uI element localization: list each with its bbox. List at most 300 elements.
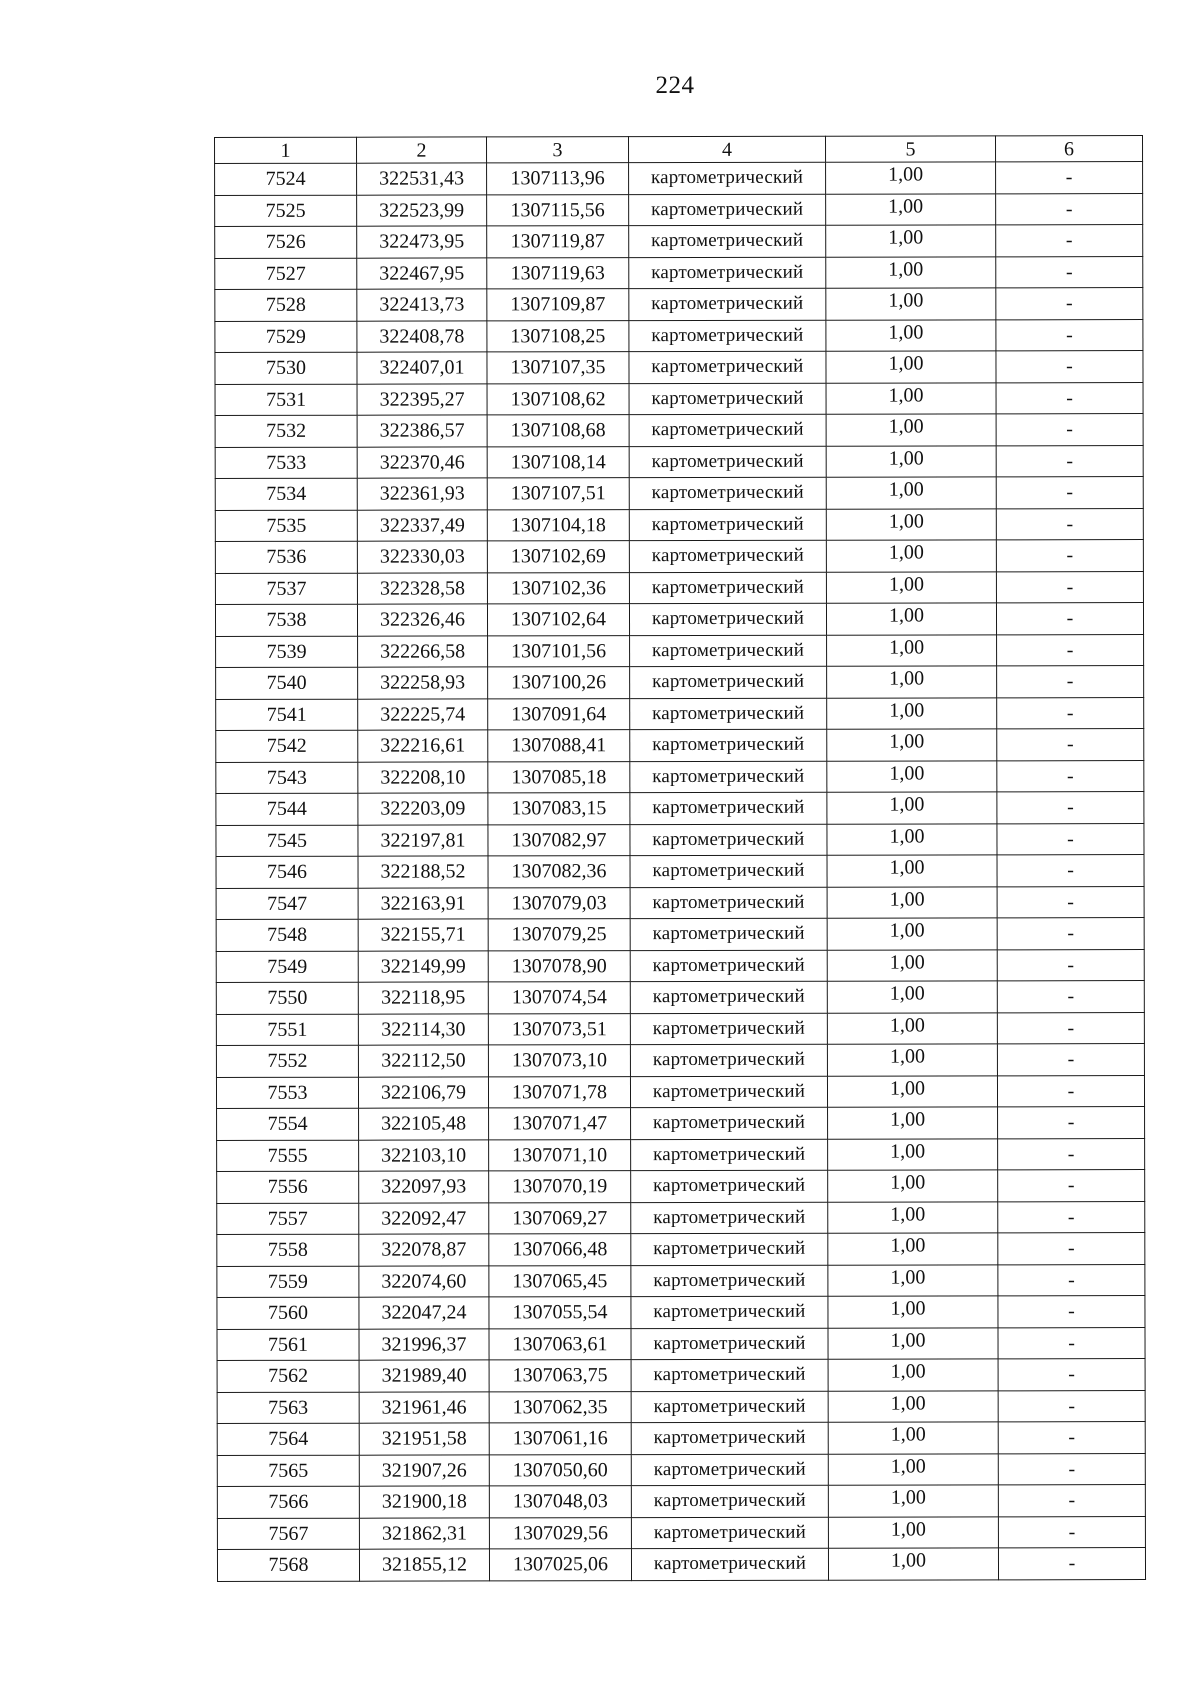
point-number-cell: 7531 [215,384,357,416]
note-cell: - [997,949,1144,981]
precision-cell: 1,00 [827,1044,997,1076]
y-coordinate-cell: 1307109,87 [487,289,629,321]
y-coordinate-cell: 1307029,56 [489,1517,631,1549]
note-cell: - [997,886,1144,918]
precision-cell: 1,00 [826,319,996,351]
precision-cell: 1,00 [827,1012,997,1044]
x-coordinate-cell: 322216,61 [358,730,488,762]
note-cell: - [997,634,1144,666]
point-number-cell: 7562 [217,1360,359,1392]
point-number-cell: 7542 [216,730,358,762]
x-coordinate-cell: 322188,52 [358,856,488,888]
y-coordinate-cell: 1307071,10 [489,1139,631,1171]
y-coordinate-cell: 1307061,16 [489,1423,631,1455]
y-coordinate-cell: 1307113,96 [487,163,629,195]
precision-cell: 1,00 [826,571,996,603]
precision-cell: 1,00 [827,729,997,761]
note-cell: - [998,1233,1145,1265]
point-number-cell: 7564 [217,1423,359,1455]
method-cell: картометрический [630,918,827,950]
note-cell: - [997,760,1144,792]
x-coordinate-cell: 321862,31 [359,1517,489,1549]
x-coordinate-cell: 322386,57 [357,415,487,447]
y-coordinate-cell: 1307101,56 [488,635,630,667]
point-number-cell: 7525 [215,195,357,227]
note-cell: - [996,445,1143,477]
note-cell: - [996,414,1143,446]
x-coordinate-cell: 322149,99 [358,950,488,982]
table-row [216,1044,1144,1077]
note-cell: - [996,162,1143,194]
method-cell: картометрический [629,257,826,289]
note-cell: - [996,603,1143,635]
note-cell: - [998,1170,1145,1202]
table-row [216,823,1144,856]
x-coordinate-cell: 322106,79 [358,1076,488,1108]
page-number: 224 [655,72,695,99]
method-cell: картометрический [631,1485,828,1517]
y-coordinate-cell: 1307108,68 [487,415,629,447]
y-coordinate-cell: 1307119,87 [487,226,629,258]
y-coordinate-cell: 1307115,56 [487,194,629,226]
precision-cell: 1,00 [827,823,997,855]
x-coordinate-cell: 322467,95 [357,257,487,289]
point-number-cell: 7553 [216,1077,358,1109]
method-cell: картометрический [629,477,826,509]
point-number-cell: 7534 [215,478,357,510]
table-row [216,918,1144,951]
table-row [216,981,1144,1014]
table-row [215,382,1143,415]
x-coordinate-cell: 322266,58 [358,635,488,667]
x-coordinate-cell: 322208,10 [358,761,488,793]
precision-cell: 1,00 [828,1453,998,1485]
note-cell: - [997,918,1144,950]
precision-cell: 1,00 [828,1170,998,1202]
note-cell: - [998,1107,1145,1139]
x-coordinate-cell: 322370,46 [357,446,487,478]
y-coordinate-cell: 1307069,27 [489,1202,631,1234]
point-number-cell: 7567 [217,1518,359,1550]
table-row [216,760,1144,793]
y-coordinate-cell: 1307071,47 [489,1108,631,1140]
point-number-cell: 7547 [216,888,358,920]
table-row [215,508,1143,541]
point-number-cell: 7556 [217,1171,359,1203]
note-cell: - [996,319,1143,351]
x-coordinate-cell: 322103,10 [359,1139,489,1171]
point-number-cell: 7536 [215,541,357,573]
point-number-cell: 7563 [217,1392,359,1424]
point-number-cell: 7557 [217,1203,359,1235]
x-coordinate-cell: 322197,81 [358,824,488,856]
x-coordinate-cell: 322114,30 [358,1013,488,1045]
method-cell: картометрический [629,603,826,635]
x-coordinate-cell: 322155,71 [358,919,488,951]
point-number-cell: 7533 [215,447,357,479]
note-cell: - [998,1201,1145,1233]
method-cell: картометрический [631,1170,828,1202]
precision-cell: 1,00 [828,1485,998,1517]
table-row [215,256,1143,289]
x-coordinate-cell: 322047,24 [359,1297,489,1329]
note-cell: - [996,571,1143,603]
point-number-cell: 7565 [217,1455,359,1487]
point-number-cell: 7549 [216,951,358,983]
method-cell: картометрический [630,1076,827,1108]
table-row [217,1264,1145,1297]
table-row [215,288,1143,321]
note-cell: - [997,981,1144,1013]
method-cell: картометрический [631,1328,828,1360]
y-coordinate-cell: 1307108,62 [487,383,629,415]
y-coordinate-cell: 1307102,69 [487,541,629,573]
method-cell: картометрический [630,1044,827,1076]
table-row [216,949,1144,982]
x-coordinate-cell: 322105,48 [359,1108,489,1140]
note-cell: - [998,1390,1145,1422]
point-number-cell: 7555 [217,1140,359,1172]
table-row [215,351,1143,384]
note-cell: - [996,477,1143,509]
table-row [217,1548,1145,1581]
note-cell: - [998,1485,1145,1517]
method-cell: картометрический [629,351,826,383]
point-number-cell: 7528 [215,289,357,321]
table-row [216,697,1144,730]
x-coordinate-cell: 321907,26 [359,1454,489,1486]
method-cell: картометрический [631,1359,828,1391]
precision-cell: 1,00 [827,666,997,698]
method-cell: картометрический [630,855,827,887]
method-cell: картометрический [629,446,826,478]
x-coordinate-cell: 322413,73 [357,289,487,321]
point-number-cell: 7529 [215,321,357,353]
note-cell: - [997,792,1144,824]
x-coordinate-cell: 322407,01 [357,352,487,384]
method-cell: картометрический [629,540,826,572]
method-cell: картометрический [630,729,827,761]
table-row [217,1233,1145,1266]
point-number-cell: 7548 [216,919,358,951]
point-number-cell: 7545 [216,825,358,857]
y-coordinate-cell: 1307104,18 [487,509,629,541]
y-coordinate-cell: 1307065,45 [489,1265,631,1297]
table-row [217,1359,1145,1392]
y-coordinate-cell: 1307066,48 [489,1234,631,1266]
precision-cell: 1,00 [826,225,996,257]
x-coordinate-cell: 322408,78 [357,320,487,352]
point-number-cell: 7524 [215,163,357,195]
column-header-4: 4 [629,136,826,162]
note-cell: - [997,855,1144,887]
method-cell: картометрический [629,288,826,320]
x-coordinate-cell: 322203,09 [358,793,488,825]
table-row [216,855,1144,888]
header-row [215,136,1143,164]
y-coordinate-cell: 1307085,18 [488,761,630,793]
y-coordinate-cell: 1307091,64 [488,698,630,730]
point-number-cell: 7535 [215,510,357,542]
precision-cell: 1,00 [828,1107,998,1139]
note-cell: - [998,1138,1145,1170]
note-cell: - [998,1548,1145,1580]
x-coordinate-cell: 322118,95 [358,982,488,1014]
point-number-cell: 7568 [217,1549,359,1581]
table-row [215,571,1143,604]
y-coordinate-cell: 1307083,15 [488,793,630,825]
precision-cell: 1,00 [826,508,996,540]
table-row [216,792,1144,825]
note-cell: - [998,1359,1145,1391]
table-row [215,193,1143,226]
note-cell: - [998,1327,1145,1359]
x-coordinate-cell: 322074,60 [359,1265,489,1297]
y-coordinate-cell: 1307055,54 [489,1297,631,1329]
y-coordinate-cell: 1307073,10 [488,1045,630,1077]
point-number-cell: 7543 [216,762,358,794]
table-row [217,1170,1145,1203]
x-coordinate-cell: 321989,40 [359,1360,489,1392]
method-cell: картометрический [631,1517,828,1549]
precision-cell: 1,00 [826,351,996,383]
precision-cell: 1,00 [828,1422,998,1454]
y-coordinate-cell: 1307119,63 [487,257,629,289]
precision-cell: 1,00 [827,760,997,792]
y-coordinate-cell: 1307108,25 [487,320,629,352]
note-cell: - [996,540,1143,572]
note-cell: - [997,729,1144,761]
y-coordinate-cell: 1307025,06 [489,1549,631,1581]
table-row [216,729,1144,762]
method-cell: картометрический [629,509,826,541]
method-cell: картометрический [631,1107,828,1139]
method-cell: картометрический [630,824,827,856]
method-cell: картометрический [630,950,827,982]
precision-cell: 1,00 [828,1138,998,1170]
note-cell: - [998,1422,1145,1454]
point-number-cell: 7540 [216,667,358,699]
precision-cell: 1,00 [827,1075,997,1107]
method-cell: картометрический [631,1265,828,1297]
precision-cell: 1,00 [826,414,996,446]
point-number-cell: 7527 [215,258,357,290]
y-coordinate-cell: 1307088,41 [488,730,630,762]
precision-cell: 1,00 [828,1296,998,1328]
method-cell: картометрический [630,981,827,1013]
precision-cell: 1,00 [827,855,997,887]
precision-cell: 1,00 [826,477,996,509]
method-cell: картометрический [629,572,826,604]
point-number-cell: 7552 [216,1045,358,1077]
precision-cell: 1,00 [827,981,997,1013]
column-header-3: 3 [487,137,629,163]
x-coordinate-cell: 321951,58 [359,1423,489,1455]
table-row [215,477,1143,510]
x-coordinate-cell: 322337,49 [357,509,487,541]
precision-cell: 1,00 [826,445,996,477]
table-row [215,162,1143,195]
precision-cell: 1,00 [827,697,997,729]
table-row [217,1107,1145,1140]
column-header-1: 1 [215,137,357,163]
point-number-cell: 7560 [217,1297,359,1329]
x-coordinate-cell: 322163,91 [358,887,488,919]
table-row [215,225,1143,258]
method-cell: картометрический [630,635,827,667]
precision-cell: 1,00 [828,1516,998,1548]
x-coordinate-cell: 322326,46 [357,604,487,636]
y-coordinate-cell: 1307108,14 [487,446,629,478]
method-cell: картометрический [631,1454,828,1486]
precision-cell: 1,00 [828,1327,998,1359]
x-coordinate-cell: 322097,93 [359,1171,489,1203]
precision-cell: 1,00 [828,1264,998,1296]
x-coordinate-cell: 322395,27 [357,383,487,415]
point-number-cell: 7532 [215,415,357,447]
note-cell: - [998,1516,1145,1548]
point-number-cell: 7554 [217,1108,359,1140]
table-row [215,445,1143,478]
x-coordinate-cell: 322361,93 [357,478,487,510]
point-number-cell: 7530 [215,352,357,384]
column-header-6: 6 [995,136,1142,162]
method-cell: картометрический [629,414,826,446]
y-coordinate-cell: 1307063,75 [489,1360,631,1392]
note-cell: - [997,1012,1144,1044]
note-cell: - [997,1075,1144,1107]
point-number-cell: 7538 [215,604,357,636]
table-row [217,1201,1145,1234]
precision-cell: 1,00 [828,1201,998,1233]
method-cell: картометрический [631,1233,828,1265]
method-cell: картометрический [630,1013,827,1045]
method-cell: картометрический [629,320,826,352]
precision-cell: 1,00 [826,382,996,414]
point-number-cell: 7537 [215,573,357,605]
table-row [217,1138,1145,1171]
x-coordinate-cell: 321961,46 [359,1391,489,1423]
point-number-cell: 7559 [217,1266,359,1298]
coordinates-table [214,135,1146,1581]
precision-cell: 1,00 [827,886,997,918]
x-coordinate-cell: 322225,74 [358,698,488,730]
point-number-cell: 7550 [216,982,358,1014]
point-number-cell: 7539 [216,636,358,668]
table-body [215,162,1146,1581]
note-cell: - [997,1044,1144,1076]
precision-cell: 1,00 [826,603,996,635]
x-coordinate-cell: 322328,58 [357,572,487,604]
y-coordinate-cell: 1307102,36 [487,572,629,604]
table-row [217,1453,1145,1486]
y-coordinate-cell: 1307074,54 [488,982,630,1014]
precision-cell: 1,00 [826,540,996,572]
note-cell: - [998,1453,1145,1485]
point-number-cell: 7541 [216,699,358,731]
note-cell: - [998,1296,1145,1328]
y-coordinate-cell: 1307102,64 [487,604,629,636]
precision-cell: 1,00 [826,193,996,225]
precision-cell: 1,00 [828,1359,998,1391]
x-coordinate-cell: 322523,99 [357,194,487,226]
method-cell: картометрический [631,1296,828,1328]
table-row [215,540,1143,573]
x-coordinate-cell: 322473,95 [357,226,487,258]
method-cell: картометрический [631,1391,828,1423]
note-cell: - [997,666,1144,698]
y-coordinate-cell: 1307107,35 [487,352,629,384]
method-cell: картометрический [631,1422,828,1454]
precision-cell: 1,00 [827,918,997,950]
table-row [215,414,1143,447]
precision-cell: 1,00 [827,949,997,981]
y-coordinate-cell: 1307048,03 [489,1486,631,1518]
y-coordinate-cell: 1307062,35 [489,1391,631,1423]
precision-cell: 1,00 [826,162,996,194]
x-coordinate-cell: 322092,47 [359,1202,489,1234]
note-cell: - [996,256,1143,288]
point-number-cell: 7566 [217,1486,359,1518]
precision-cell: 1,00 [826,288,996,320]
note-cell: - [996,225,1143,257]
note-cell: - [996,508,1143,540]
y-coordinate-cell: 1307070,19 [489,1171,631,1203]
y-coordinate-cell: 1307073,51 [488,1013,630,1045]
point-number-cell: 7544 [216,793,358,825]
table-row [217,1516,1145,1549]
y-coordinate-cell: 1307079,25 [488,919,630,951]
table-row [215,319,1143,352]
table-row [216,1012,1144,1045]
x-coordinate-cell: 321996,37 [359,1328,489,1360]
method-cell: картометрический [630,761,827,793]
method-cell: картометрический [630,698,827,730]
precision-cell: 1,00 [828,1233,998,1265]
point-number-cell: 7561 [217,1329,359,1361]
x-coordinate-cell: 322258,93 [358,667,488,699]
method-cell: картометрический [629,225,826,257]
table-row [216,886,1144,919]
table-row [217,1485,1145,1518]
column-header-2: 2 [357,137,487,163]
note-cell: - [996,382,1143,414]
table-header [215,136,1143,164]
method-cell: картометрический [629,383,826,415]
x-coordinate-cell: 321855,12 [359,1549,489,1581]
note-cell: - [996,351,1143,383]
point-number-cell: 7551 [216,1014,358,1046]
table-row [217,1327,1145,1360]
precision-cell: 1,00 [828,1390,998,1422]
column-header-5: 5 [825,136,995,162]
y-coordinate-cell: 1307050,60 [489,1454,631,1486]
point-number-cell: 7526 [215,226,357,258]
y-coordinate-cell: 1307082,36 [488,856,630,888]
precision-cell: 1,00 [826,256,996,288]
note-cell: - [997,697,1144,729]
table-row [216,634,1144,667]
method-cell: картометрический [631,1202,828,1234]
y-coordinate-cell: 1307078,90 [488,950,630,982]
y-coordinate-cell: 1307071,78 [488,1076,630,1108]
table-row [216,1075,1144,1108]
x-coordinate-cell: 322078,87 [359,1234,489,1266]
x-coordinate-cell: 322330,03 [357,541,487,573]
table-row [216,666,1144,699]
y-coordinate-cell: 1307082,97 [488,824,630,856]
precision-cell: 1,00 [828,1548,998,1580]
